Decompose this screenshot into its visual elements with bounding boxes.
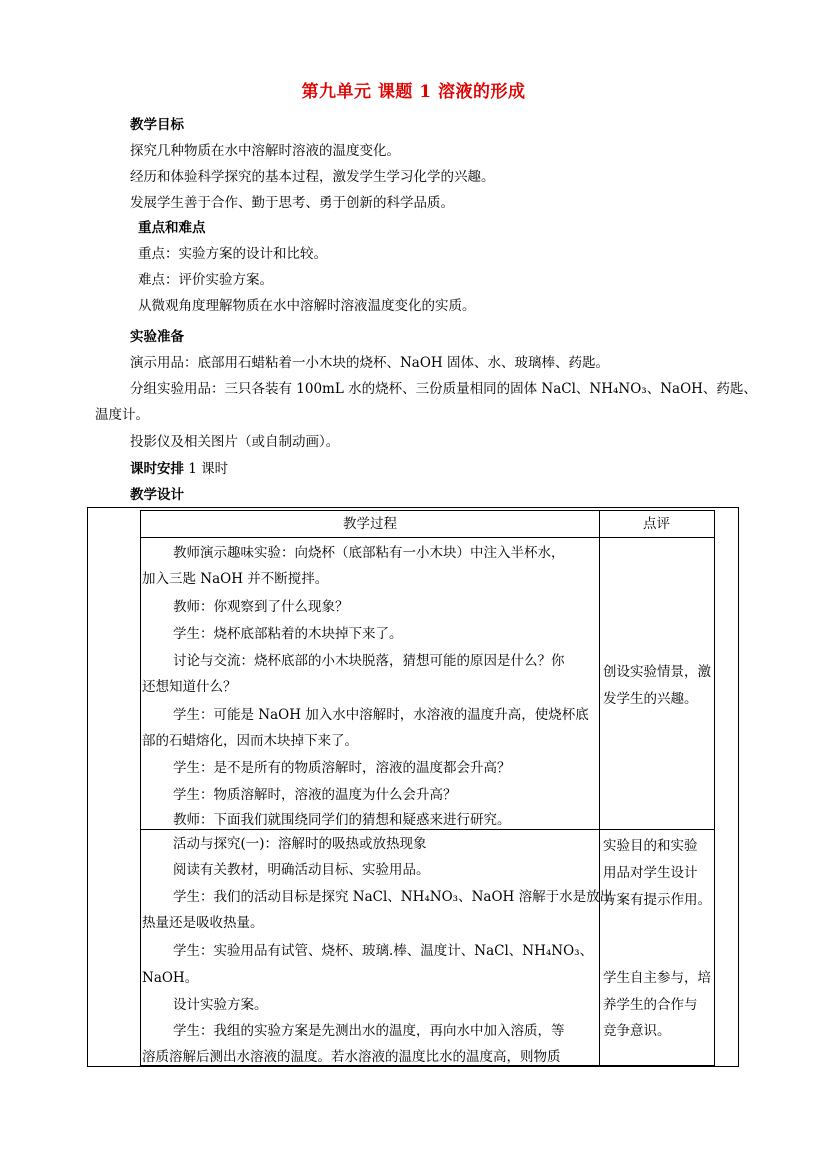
key-point-extra: 从微观角度理解物质在水中溶解时溶液温度变化的实质。 xyxy=(138,298,476,314)
objective-item: 探究几种物质在水中溶解时溶液的温度变化。 xyxy=(130,143,400,159)
preparation-heading: 实验准备 xyxy=(130,329,184,345)
design-table-inner xyxy=(140,510,715,1066)
design-heading: 教学设计 xyxy=(130,487,184,503)
preparation-demo: 演示用品：底部用石蜡粘着一小木块的烧杯、NaOH 固体、水、玻璃棒、药匙。 xyxy=(130,355,609,371)
comment-line: 用品对学生设计 xyxy=(603,865,698,881)
process-line: 学生：烧杯底部粘着的木块掉下来了。 xyxy=(173,626,403,642)
column-divider xyxy=(599,511,600,1065)
process-line: 学生：是不是所有的物质溶解时，溶液的温度都会升高？ xyxy=(173,760,511,776)
process-line: 活动与探究(一)：溶解时的吸热或放热现象 xyxy=(173,836,427,852)
comment-line: 发学生的兴趣。 xyxy=(603,691,698,707)
process-line: 加入三匙 NaOH 并不断搅拌。 xyxy=(142,571,329,587)
comment-line: 学生自主参与，培 xyxy=(603,970,711,986)
process-line: 学生：我组的实验方案是先测出水的温度，再向水中加入溶质，等 xyxy=(173,1023,565,1039)
process-line: 学生：我们的活动目标是探究 NaCl、NH₄NO₃、NaOH 溶解于水是放出 xyxy=(173,889,614,905)
process-line: 溶质溶解后测出水溶液的温度。若水溶液的温度比水的温度高，则物质 xyxy=(142,1049,561,1065)
process-line: NaOH。 xyxy=(142,970,199,986)
process-line: 教师演示趣味实验：向烧杯（底部粘有一小木块）中注入半杯水， xyxy=(173,545,565,561)
schedule-value: 1 课时 xyxy=(188,461,229,477)
key-points-heading: 重点和难点 xyxy=(138,220,206,236)
page-title: 第九单元 课题 1 溶液的形成 xyxy=(301,82,526,102)
process-line: 部的石蜡熔化，因而木块掉下来了。 xyxy=(142,733,358,749)
design-table xyxy=(87,507,739,1067)
column-header-process: 教学过程 xyxy=(343,516,397,532)
process-line: 热量还是吸收热量。 xyxy=(142,915,264,931)
process-line: 学生：实验用品有试管、烧杯、玻璃.棒、温度计、NaCl、NH₄NO₃、 xyxy=(173,943,594,959)
key-point-difficulty: 难点：评价实验方案。 xyxy=(138,272,273,288)
schedule xyxy=(130,460,228,478)
process-line: 学生：可能是 NaOH 加入水中溶解时，水溶液的温度升高，使烧杯底 xyxy=(173,707,589,723)
comment-line: 竞争意识。 xyxy=(603,1023,671,1039)
process-line: 还想知道什么？ xyxy=(142,679,237,695)
preparation-projector: 投影仪及相关图片（或自制动画）。 xyxy=(130,434,340,450)
comment-line: 创设实验情景，激 xyxy=(603,664,711,680)
preparation-group: 分组实验用品：三只各装有 100mL 水的烧杯、三份质量相同的固体 NaCl、NH₄NO₃、NaOH、药匙、 xyxy=(130,381,757,397)
process-line: 讨论与交流：烧杯底部的小木块脱落，猜想可能的原因是什么？你 xyxy=(173,653,565,669)
process-line: 阅读有关教材，明确活动目标、实验用品。 xyxy=(173,862,430,878)
process-line: 教师：下面我们就围绕同学们的猜想和疑惑来进行研究。 xyxy=(173,812,511,828)
preparation-group-cont: 温度计。 xyxy=(95,407,149,423)
objective-item: 经历和体验科学探究的基本过程，激发学生学习化学的兴趣。 xyxy=(130,169,495,185)
process-line: 学生：物质溶解时，溶液的温度为什么会升高？ xyxy=(173,787,457,803)
column-header-comment: 点评 xyxy=(643,516,670,532)
row-divider xyxy=(141,537,714,538)
objective-item: 发展学生善于合作、勤于思考、勇于创新的科学品质。 xyxy=(130,195,454,211)
key-point-focus: 重点：实验方案的设计和比较。 xyxy=(138,246,327,262)
schedule-label: 课时安排 xyxy=(130,461,184,477)
comment-line: 方案有提示作用。 xyxy=(603,892,711,908)
process-line: 教师：你观察到了什么现象？ xyxy=(173,599,349,615)
comment-line: 实验目的和实验 xyxy=(603,838,698,854)
objectives-heading: 教学目标 xyxy=(130,117,184,133)
row-divider xyxy=(141,829,714,830)
comment-line: 养学生的合作与 xyxy=(603,997,698,1013)
process-line: 设计实验方案。 xyxy=(173,997,268,1013)
